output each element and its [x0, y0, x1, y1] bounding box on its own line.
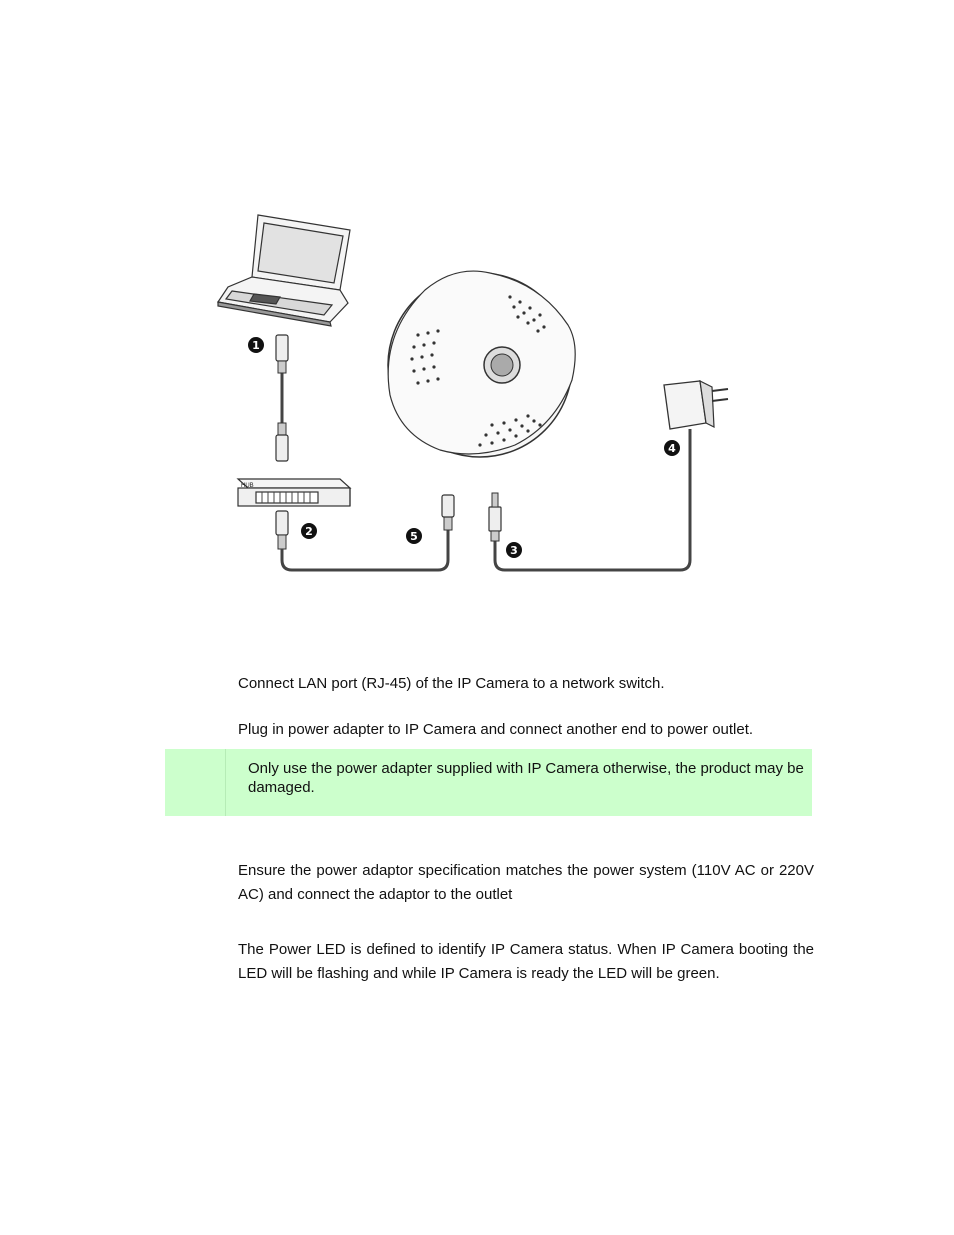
note-text: Only use the power adapter supplied with IP Camera otherwise, the product may be damaged.: [248, 760, 804, 796]
power-spec-paragraph: Ensure the power adaptor specification matches the power system (110V AC or 220V AC) and connect the adaptor to the outlet: [238, 862, 814, 903]
svg-text:2: 2: [305, 525, 313, 538]
callout-2: [301, 523, 317, 539]
svg-text:5: 5: [410, 530, 418, 543]
hub-label: HUB: [241, 483, 254, 489]
ip-camera-illustration: [388, 271, 575, 457]
lan-cable-1: [276, 335, 288, 461]
note-divider: [225, 749, 226, 816]
callout-3: [506, 542, 522, 558]
connection-diagram: [200, 205, 760, 590]
laptop-illustration: [218, 215, 350, 326]
callout-4: [664, 440, 680, 456]
network-hub: [238, 479, 350, 506]
svg-text:4: 4: [668, 442, 676, 455]
svg-text:1: 1: [252, 339, 260, 352]
led-status-paragraph: The Power LED is defined to identify IP Camera status. When IP Camera booting the LED will be flashing and while IP Camera is ready the LED will be green.: [238, 941, 814, 982]
svg-text:3: 3: [510, 544, 518, 557]
power-instruction: Plug in power adapter to IP Camera and connect another end to power outlet.: [238, 721, 754, 738]
note-box: [165, 749, 812, 816]
callout-5: [406, 528, 422, 544]
callout-1: [248, 337, 264, 353]
lan-instruction: Connect LAN port (RJ-45) of the IP Camera to a network switch.: [238, 675, 665, 692]
